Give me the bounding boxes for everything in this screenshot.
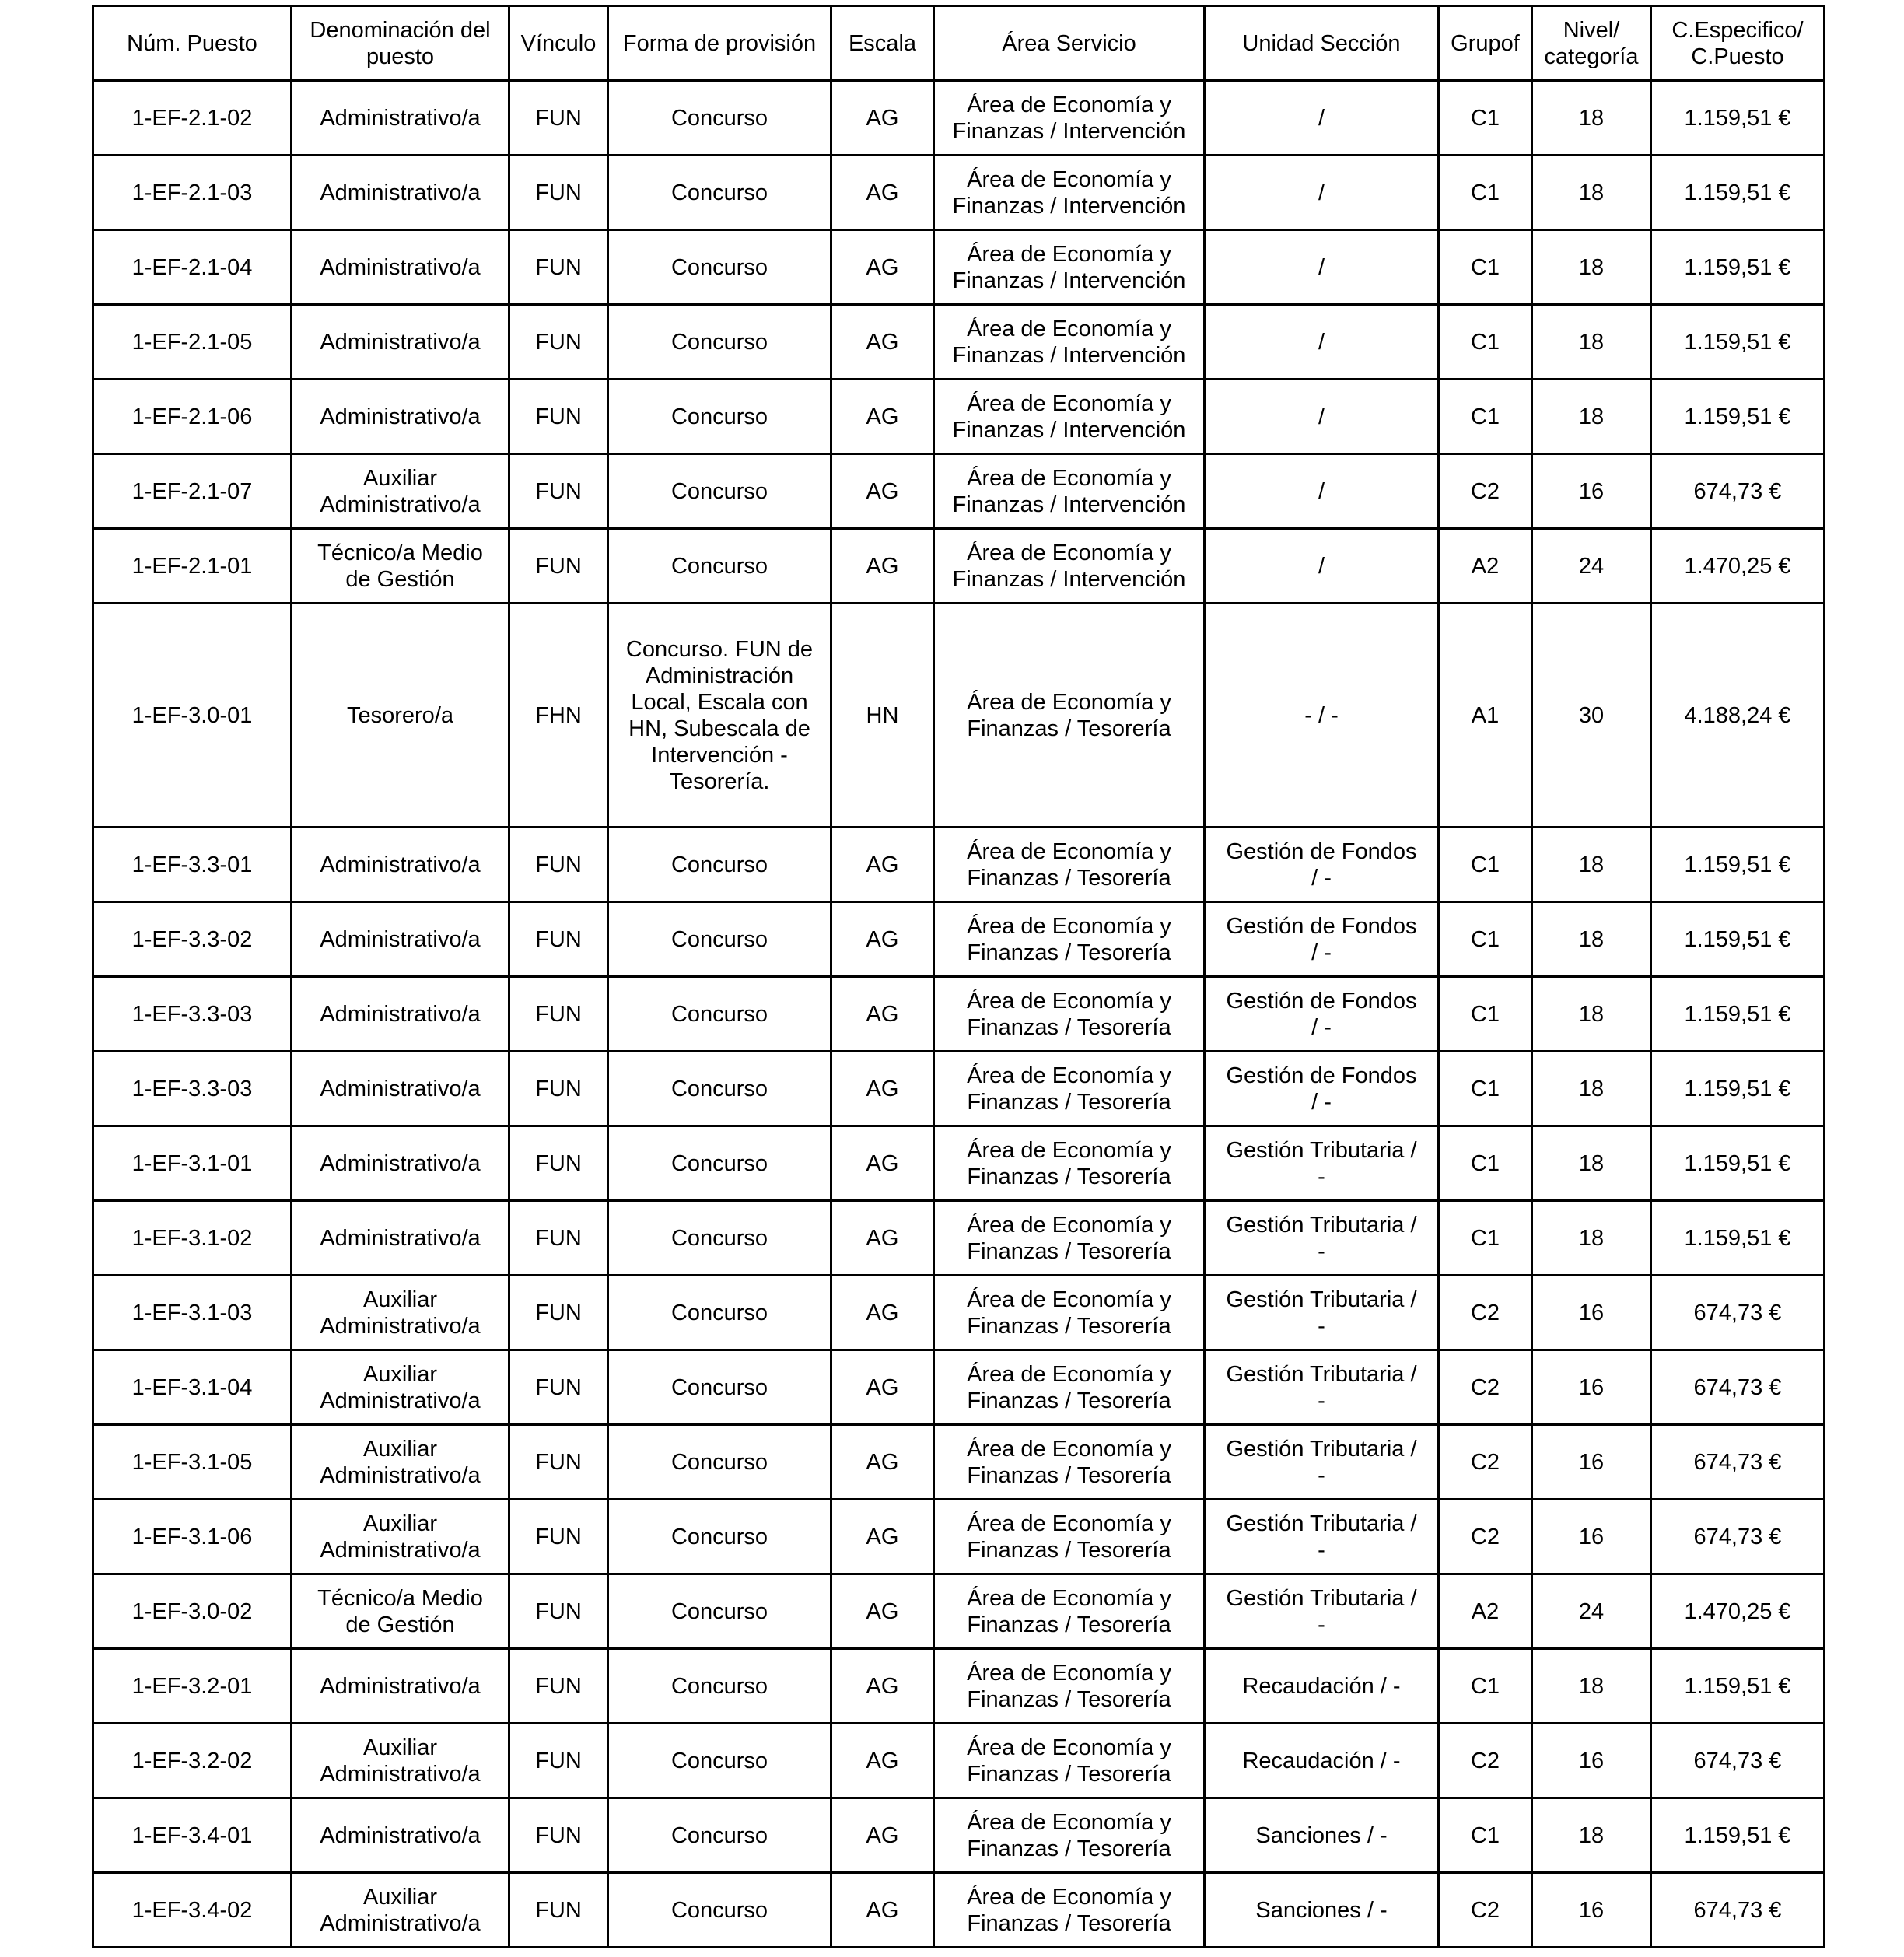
- cell-unidad-seccion: /: [1205, 529, 1439, 604]
- cell-escala: AG: [831, 305, 934, 380]
- table-row: [93, 230, 1825, 305]
- cell-forma-provision: Concurso: [608, 977, 831, 1052]
- cell-c-especifico: 674,73 €: [1651, 1724, 1825, 1798]
- cell-area-servicio: Área de Economía y Finanzas / Tesorería: [934, 1500, 1205, 1574]
- cell-grupo: C1: [1439, 828, 1532, 902]
- cell-nivel: 30: [1532, 604, 1651, 828]
- cell-forma-provision: Concurso: [608, 902, 831, 977]
- cell-nivel: 18: [1532, 1201, 1651, 1276]
- cell-unidad-seccion: Gestión de Fondos / -: [1205, 977, 1439, 1052]
- cell-denominacion: Administrativo/a: [292, 156, 509, 230]
- cell-area-servicio: Área de Economía y Finanzas / Tesorería: [934, 977, 1205, 1052]
- cell-forma-provision: Concurso: [608, 454, 831, 529]
- cell-escala: AG: [831, 977, 934, 1052]
- cell-num-puesto: 1-EF-3.1-03: [93, 1276, 292, 1350]
- cell-grupo: A1: [1439, 604, 1532, 828]
- cell-grupo: C1: [1439, 1052, 1532, 1126]
- cell-area-servicio: Área de Economía y Finanzas / Intervención: [934, 529, 1205, 604]
- cell-escala: AG: [831, 81, 934, 156]
- cell-nivel: 18: [1532, 81, 1651, 156]
- cell-num-puesto: 1-EF-3.1-02: [93, 1201, 292, 1276]
- cell-vinculo: FUN: [509, 977, 608, 1052]
- cell-escala: AG: [831, 828, 934, 902]
- cell-area-servicio: Área de Economía y Finanzas / Tesorería: [934, 1425, 1205, 1500]
- cell-forma-provision: Concurso: [608, 1425, 831, 1500]
- cell-unidad-seccion: Gestión Tributaria / -: [1205, 1126, 1439, 1201]
- cell-area-servicio: Área de Economía y Finanzas / Intervención: [934, 380, 1205, 454]
- cell-grupo: C1: [1439, 81, 1532, 156]
- cell-num-puesto: 1-EF-2.1-03: [93, 156, 292, 230]
- cell-num-puesto: 1-EF-3.1-04: [93, 1350, 292, 1425]
- table-row: [93, 604, 1825, 828]
- cell-forma-provision: Concurso: [608, 156, 831, 230]
- cell-c-especifico: 4.188,24 €: [1651, 604, 1825, 828]
- cell-unidad-seccion: /: [1205, 454, 1439, 529]
- cell-area-servicio: Área de Economía y Finanzas / Intervención: [934, 81, 1205, 156]
- cell-grupo: C1: [1439, 305, 1532, 380]
- cell-num-puesto: 1-EF-2.1-05: [93, 305, 292, 380]
- header-row: [93, 6, 1825, 81]
- cell-num-puesto: 1-EF-3.0-02: [93, 1574, 292, 1649]
- cell-forma-provision: Concurso: [608, 1201, 831, 1276]
- cell-nivel: 16: [1532, 454, 1651, 529]
- cell-vinculo: FUN: [509, 1350, 608, 1425]
- cell-area-servicio: Área de Economía y Finanzas / Intervención: [934, 454, 1205, 529]
- cell-num-puesto: 1-EF-2.1-04: [93, 230, 292, 305]
- table-row: [93, 380, 1825, 454]
- cell-vinculo: FUN: [509, 1724, 608, 1798]
- cell-vinculo: FUN: [509, 902, 608, 977]
- table-row: [93, 1724, 1825, 1798]
- cell-grupo: C2: [1439, 1500, 1532, 1574]
- cell-nivel: 16: [1532, 1425, 1651, 1500]
- cell-forma-provision: Concurso. FUN de Administración Local, Escala con HN, Subescala de Intervención - Tesorería.: [608, 604, 831, 828]
- cell-unidad-seccion: Recaudación / -: [1205, 1649, 1439, 1724]
- cell-grupo: C1: [1439, 230, 1532, 305]
- table-row: [93, 1201, 1825, 1276]
- cell-denominacion: Administrativo/a: [292, 1052, 509, 1126]
- table-row: [93, 1425, 1825, 1500]
- cell-forma-provision: Concurso: [608, 1350, 831, 1425]
- cell-num-puesto: 1-EF-3.1-01: [93, 1126, 292, 1201]
- cell-area-servicio: Área de Economía y Finanzas / Tesorería: [934, 1724, 1205, 1798]
- cell-escala: HN: [831, 604, 934, 828]
- cell-area-servicio: Área de Economía y Finanzas / Tesorería: [934, 1201, 1205, 1276]
- cell-vinculo: FUN: [509, 305, 608, 380]
- cell-unidad-seccion: /: [1205, 230, 1439, 305]
- cell-area-servicio: Área de Economía y Finanzas / Intervención: [934, 305, 1205, 380]
- cell-denominacion: Auxiliar Administrativo/a: [292, 454, 509, 529]
- cell-vinculo: FUN: [509, 81, 608, 156]
- table-row: [93, 1574, 1825, 1649]
- cell-c-especifico: 674,73 €: [1651, 1500, 1825, 1574]
- cell-vinculo: FUN: [509, 156, 608, 230]
- cell-forma-provision: Concurso: [608, 1276, 831, 1350]
- cell-area-servicio: Área de Economía y Finanzas / Intervención: [934, 156, 1205, 230]
- cell-unidad-seccion: Gestión Tributaria / -: [1205, 1201, 1439, 1276]
- cell-forma-provision: Concurso: [608, 1649, 831, 1724]
- cell-grupo: C1: [1439, 1126, 1532, 1201]
- table-row: [93, 1276, 1825, 1350]
- cell-num-puesto: 1-EF-3.3-02: [93, 902, 292, 977]
- cell-unidad-seccion: /: [1205, 305, 1439, 380]
- cell-c-especifico: 1.159,51 €: [1651, 1798, 1825, 1873]
- cell-unidad-seccion: - / -: [1205, 604, 1439, 828]
- cell-vinculo: FUN: [509, 828, 608, 902]
- cell-denominacion: Administrativo/a: [292, 902, 509, 977]
- cell-num-puesto: 1-EF-2.1-07: [93, 454, 292, 529]
- cell-forma-provision: Concurso: [608, 305, 831, 380]
- cell-escala: AG: [831, 1201, 934, 1276]
- cell-escala: AG: [831, 1798, 934, 1873]
- table-row: [93, 529, 1825, 604]
- cell-nivel: 24: [1532, 1574, 1651, 1649]
- cell-nivel: 18: [1532, 1798, 1651, 1873]
- cell-unidad-seccion: /: [1205, 156, 1439, 230]
- cell-nivel: 18: [1532, 230, 1651, 305]
- cell-num-puesto: 1-EF-3.4-02: [93, 1873, 292, 1948]
- cell-vinculo: FUN: [509, 1425, 608, 1500]
- cell-escala: AG: [831, 1649, 934, 1724]
- cell-unidad-seccion: Sanciones / -: [1205, 1798, 1439, 1873]
- table-row: [93, 454, 1825, 529]
- cell-grupo: C2: [1439, 1276, 1532, 1350]
- cell-denominacion: Técnico/a Medio de Gestión: [292, 1574, 509, 1649]
- cell-denominacion: Administrativo/a: [292, 977, 509, 1052]
- cell-denominacion: Auxiliar Administrativo/a: [292, 1500, 509, 1574]
- cell-num-puesto: 1-EF-3.2-02: [93, 1724, 292, 1798]
- cell-escala: AG: [831, 529, 934, 604]
- cell-c-especifico: 674,73 €: [1651, 454, 1825, 529]
- cell-nivel: 18: [1532, 1126, 1651, 1201]
- cell-forma-provision: Concurso: [608, 81, 831, 156]
- cell-c-especifico: 1.470,25 €: [1651, 529, 1825, 604]
- cell-nivel: 18: [1532, 1052, 1651, 1126]
- cell-num-puesto: 1-EF-3.3-03: [93, 1052, 292, 1126]
- cell-area-servicio: Área de Economía y Finanzas / Tesorería: [934, 1873, 1205, 1948]
- cell-num-puesto: 1-EF-2.1-01: [93, 529, 292, 604]
- cell-denominacion: Administrativo/a: [292, 230, 509, 305]
- cell-unidad-seccion: Gestión Tributaria / -: [1205, 1500, 1439, 1574]
- cell-denominacion: Auxiliar Administrativo/a: [292, 1425, 509, 1500]
- cell-denominacion: Administrativo/a: [292, 305, 509, 380]
- cell-unidad-seccion: Gestión de Fondos / -: [1205, 828, 1439, 902]
- header-escala: Escala: [831, 6, 934, 81]
- table-row: [93, 1126, 1825, 1201]
- cell-escala: AG: [831, 902, 934, 977]
- cell-denominacion: Auxiliar Administrativo/a: [292, 1724, 509, 1798]
- cell-nivel: 24: [1532, 529, 1651, 604]
- cell-unidad-seccion: Gestión Tributaria / -: [1205, 1350, 1439, 1425]
- cell-unidad-seccion: Recaudación / -: [1205, 1724, 1439, 1798]
- cell-vinculo: FUN: [509, 1873, 608, 1948]
- cell-area-servicio: Área de Economía y Finanzas / Tesorería: [934, 1649, 1205, 1724]
- cell-c-especifico: 1.159,51 €: [1651, 1649, 1825, 1724]
- cell-unidad-seccion: Sanciones / -: [1205, 1873, 1439, 1948]
- cell-nivel: 16: [1532, 1350, 1651, 1425]
- cell-area-servicio: Área de Economía y Finanzas / Tesorería: [934, 1798, 1205, 1873]
- cell-nivel: 18: [1532, 380, 1651, 454]
- cell-vinculo: FUN: [509, 1052, 608, 1126]
- cell-c-especifico: 1.470,25 €: [1651, 1574, 1825, 1649]
- header-num-puesto: Núm. Puesto: [93, 6, 292, 81]
- cell-grupo: C1: [1439, 977, 1532, 1052]
- cell-escala: AG: [831, 454, 934, 529]
- cell-forma-provision: Concurso: [608, 529, 831, 604]
- header-area-servicio: Área Servicio: [934, 6, 1205, 81]
- cell-denominacion: Administrativo/a: [292, 81, 509, 156]
- cell-num-puesto: 1-EF-2.1-02: [93, 81, 292, 156]
- cell-grupo: C1: [1439, 380, 1532, 454]
- cell-grupo: C1: [1439, 902, 1532, 977]
- cell-nivel: 18: [1532, 977, 1651, 1052]
- cell-grupo: C1: [1439, 156, 1532, 230]
- cell-vinculo: FUN: [509, 1574, 608, 1649]
- cell-escala: AG: [831, 1425, 934, 1500]
- cell-forma-provision: Concurso: [608, 1873, 831, 1948]
- cell-vinculo: FUN: [509, 1126, 608, 1201]
- cell-num-puesto: 1-EF-3.0-01: [93, 604, 292, 828]
- cell-escala: AG: [831, 380, 934, 454]
- cell-forma-provision: Concurso: [608, 380, 831, 454]
- header-vinculo: Vínculo: [509, 6, 608, 81]
- cell-grupo: A2: [1439, 529, 1532, 604]
- cell-denominacion: Tesorero/a: [292, 604, 509, 828]
- cell-denominacion: Auxiliar Administrativo/a: [292, 1276, 509, 1350]
- cell-area-servicio: Área de Economía y Finanzas / Tesorería: [934, 902, 1205, 977]
- cell-escala: AG: [831, 1574, 934, 1649]
- cell-c-especifico: 674,73 €: [1651, 1873, 1825, 1948]
- cell-grupo: C2: [1439, 1724, 1532, 1798]
- header-denominacion: Denominación del puesto: [292, 6, 509, 81]
- cell-area-servicio: Área de Economía y Finanzas / Tesorería: [934, 828, 1205, 902]
- cell-unidad-seccion: Gestión Tributaria / -: [1205, 1276, 1439, 1350]
- cell-nivel: 16: [1532, 1873, 1651, 1948]
- cell-vinculo: FUN: [509, 1649, 608, 1724]
- cell-forma-provision: Concurso: [608, 1724, 831, 1798]
- cell-forma-provision: Concurso: [608, 1574, 831, 1649]
- cell-num-puesto: 1-EF-3.1-06: [93, 1500, 292, 1574]
- cell-escala: AG: [831, 230, 934, 305]
- cell-area-servicio: Área de Economía y Finanzas / Tesorería: [934, 1052, 1205, 1126]
- table-row: [93, 1500, 1825, 1574]
- cell-escala: AG: [831, 1724, 934, 1798]
- cell-nivel: 16: [1532, 1276, 1651, 1350]
- cell-c-especifico: 1.159,51 €: [1651, 1201, 1825, 1276]
- cell-grupo: C2: [1439, 1873, 1532, 1948]
- cell-c-especifico: 1.159,51 €: [1651, 902, 1825, 977]
- cell-vinculo: FUN: [509, 1201, 608, 1276]
- cell-num-puesto: 1-EF-3.2-01: [93, 1649, 292, 1724]
- cell-num-puesto: 1-EF-3.4-01: [93, 1798, 292, 1873]
- cell-denominacion: Administrativo/a: [292, 828, 509, 902]
- cell-c-especifico: 1.159,51 €: [1651, 380, 1825, 454]
- table-row: [93, 828, 1825, 902]
- cell-denominacion: Técnico/a Medio de Gestión: [292, 529, 509, 604]
- positions-table-body: [93, 81, 1825, 1948]
- cell-c-especifico: 1.159,51 €: [1651, 230, 1825, 305]
- cell-escala: AG: [831, 1350, 934, 1425]
- cell-forma-provision: Concurso: [608, 1052, 831, 1126]
- cell-grupo: C1: [1439, 1201, 1532, 1276]
- cell-unidad-seccion: /: [1205, 380, 1439, 454]
- cell-vinculo: FUN: [509, 529, 608, 604]
- cell-vinculo: FUN: [509, 230, 608, 305]
- table-row: [93, 1052, 1825, 1126]
- table-row: [93, 1350, 1825, 1425]
- cell-denominacion: Administrativo/a: [292, 380, 509, 454]
- cell-nivel: 16: [1532, 1724, 1651, 1798]
- cell-c-especifico: 1.159,51 €: [1651, 828, 1825, 902]
- cell-c-especifico: 1.159,51 €: [1651, 305, 1825, 380]
- cell-nivel: 18: [1532, 902, 1651, 977]
- cell-forma-provision: Concurso: [608, 1126, 831, 1201]
- cell-num-puesto: 1-EF-3.3-03: [93, 977, 292, 1052]
- cell-num-puesto: 1-EF-2.1-06: [93, 380, 292, 454]
- cell-num-puesto: 1-EF-3.3-01: [93, 828, 292, 902]
- cell-grupo: C1: [1439, 1649, 1532, 1724]
- cell-nivel: 18: [1532, 828, 1651, 902]
- cell-grupo: C2: [1439, 454, 1532, 529]
- cell-escala: AG: [831, 1276, 934, 1350]
- cell-c-especifico: 674,73 €: [1651, 1425, 1825, 1500]
- cell-denominacion: Administrativo/a: [292, 1201, 509, 1276]
- table-row: [93, 902, 1825, 977]
- cell-area-servicio: Área de Economía y Finanzas / Tesorería: [934, 1276, 1205, 1350]
- cell-nivel: 18: [1532, 1649, 1651, 1724]
- cell-escala: AG: [831, 1126, 934, 1201]
- table-row: [93, 977, 1825, 1052]
- table-row: [93, 305, 1825, 380]
- cell-vinculo: FUN: [509, 1798, 608, 1873]
- cell-c-especifico: 1.159,51 €: [1651, 1126, 1825, 1201]
- cell-area-servicio: Área de Economía y Finanzas / Intervención: [934, 230, 1205, 305]
- cell-denominacion: Auxiliar Administrativo/a: [292, 1350, 509, 1425]
- cell-unidad-seccion: Gestión Tributaria / -: [1205, 1574, 1439, 1649]
- cell-area-servicio: Área de Economía y Finanzas / Tesorería: [934, 1574, 1205, 1649]
- positions-table: [92, 5, 1825, 1948]
- cell-escala: AG: [831, 1052, 934, 1126]
- cell-vinculo: FHN: [509, 604, 608, 828]
- cell-forma-provision: Concurso: [608, 1500, 831, 1574]
- cell-grupo: A2: [1439, 1574, 1532, 1649]
- cell-grupo: C1: [1439, 1798, 1532, 1873]
- cell-num-puesto: 1-EF-3.1-05: [93, 1425, 292, 1500]
- cell-grupo: C2: [1439, 1350, 1532, 1425]
- header-unidad-seccion: Unidad Sección: [1205, 6, 1439, 81]
- cell-denominacion: Administrativo/a: [292, 1126, 509, 1201]
- cell-denominacion: Administrativo/a: [292, 1798, 509, 1873]
- table-row: [93, 1873, 1825, 1948]
- cell-nivel: 18: [1532, 305, 1651, 380]
- cell-unidad-seccion: Gestión Tributaria / -: [1205, 1425, 1439, 1500]
- cell-unidad-seccion: /: [1205, 81, 1439, 156]
- cell-c-especifico: 1.159,51 €: [1651, 977, 1825, 1052]
- cell-vinculo: FUN: [509, 380, 608, 454]
- cell-nivel: 18: [1532, 156, 1651, 230]
- cell-c-especifico: 1.159,51 €: [1651, 81, 1825, 156]
- header-forma-provision: Forma de provisión: [608, 6, 831, 81]
- cell-escala: AG: [831, 156, 934, 230]
- cell-nivel: 16: [1532, 1500, 1651, 1574]
- table-row: [93, 1649, 1825, 1724]
- cell-vinculo: FUN: [509, 454, 608, 529]
- table-row: [93, 1798, 1825, 1873]
- table-row: [93, 81, 1825, 156]
- cell-forma-provision: Concurso: [608, 1798, 831, 1873]
- header-grupo: Grupof: [1439, 6, 1532, 81]
- header-c-especifico: C.Especifico/ C.Puesto: [1651, 6, 1825, 81]
- cell-area-servicio: Área de Economía y Finanzas / Tesorería: [934, 1126, 1205, 1201]
- cell-unidad-seccion: Gestión de Fondos / -: [1205, 1052, 1439, 1126]
- header-nivel: Nivel/ categoría: [1532, 6, 1651, 81]
- cell-forma-provision: Concurso: [608, 828, 831, 902]
- cell-grupo: C2: [1439, 1425, 1532, 1500]
- cell-denominacion: Administrativo/a: [292, 1649, 509, 1724]
- cell-c-especifico: 1.159,51 €: [1651, 156, 1825, 230]
- cell-forma-provision: Concurso: [608, 230, 831, 305]
- cell-vinculo: FUN: [509, 1500, 608, 1574]
- cell-c-especifico: 674,73 €: [1651, 1350, 1825, 1425]
- cell-c-especifico: 1.159,51 €: [1651, 1052, 1825, 1126]
- cell-escala: AG: [831, 1500, 934, 1574]
- cell-c-especifico: 674,73 €: [1651, 1276, 1825, 1350]
- table-row: [93, 156, 1825, 230]
- cell-area-servicio: Área de Economía y Finanzas / Tesorería: [934, 604, 1205, 828]
- cell-denominacion: Auxiliar Administrativo/a: [292, 1873, 509, 1948]
- cell-vinculo: FUN: [509, 1276, 608, 1350]
- cell-escala: AG: [831, 1873, 934, 1948]
- cell-unidad-seccion: Gestión de Fondos / -: [1205, 902, 1439, 977]
- cell-area-servicio: Área de Economía y Finanzas / Tesorería: [934, 1350, 1205, 1425]
